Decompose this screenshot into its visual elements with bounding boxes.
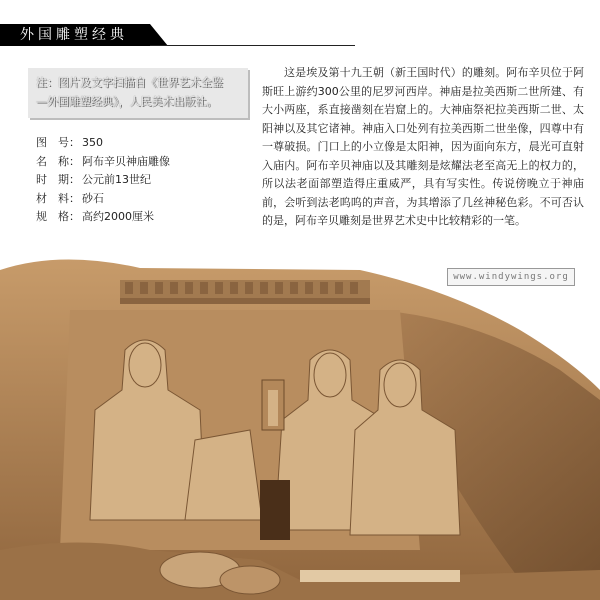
info-label: 材 料： — [36, 191, 80, 205]
info-row-name — [36, 153, 246, 172]
info-label: 名 称： — [36, 154, 80, 168]
source-note — [28, 68, 248, 118]
header — [0, 24, 600, 46]
info-row-number — [36, 134, 246, 153]
info-label: 规 格： — [36, 210, 80, 223]
info-row-period — [36, 171, 246, 190]
info-list — [36, 134, 246, 227]
info-value: 砂石 — [82, 191, 104, 205]
info-value: 高约2000厘米 — [82, 210, 154, 223]
info-value: 350 — [82, 136, 103, 149]
info-value: 公元前13世纪 — [82, 173, 151, 186]
watermark: www.windywings.org — [447, 268, 575, 286]
source-note-line-1: 注：图片及文字扫描自《世界艺术全鉴 — [36, 76, 223, 89]
abu-simbel-illustration — [0, 250, 600, 600]
temple-photo — [0, 250, 600, 600]
source-note-line-2: —外国雕塑经典》，人民美术出版社。 — [36, 95, 218, 108]
header-rule — [150, 45, 355, 46]
page-title: 外国雕塑经典 — [20, 27, 128, 43]
info-label: 时 期： — [36, 173, 80, 186]
description-text: 这是埃及第十九王朝（新王国时代）的雕刻。阿布辛贝位于阿斯旺上游约300公里的尼罗河西岸。神庙是拉美西斯二世所建、有大小两座，系直接凿刻在岩窟上的。大神庙祭祀拉美西斯二世、太阳神以及其它诸神。神庙入口处列有拉美西斯二世坐像，四尊中有一尊破损。门口上的小立像是太阳神，因为面向东方，晨光可直射入庙内。阿布辛贝神庙以及其雕刻是炫耀法老至高无上的权力的，所以法老面部塑造得庄重威严，具有写实性。传说傍晚立于神庙前，会听到法老呜呜的声音，为其增添了几丝神秘色彩。不可否认的是，阿布辛贝雕刻是世界艺术史中比较精彩的一笔。 — [262, 66, 584, 227]
info-value: 阿布辛贝神庙雕像 — [82, 154, 170, 168]
info-row-material — [36, 190, 246, 209]
info-row-size — [36, 208, 246, 227]
info-label: 图 号： — [36, 136, 80, 149]
